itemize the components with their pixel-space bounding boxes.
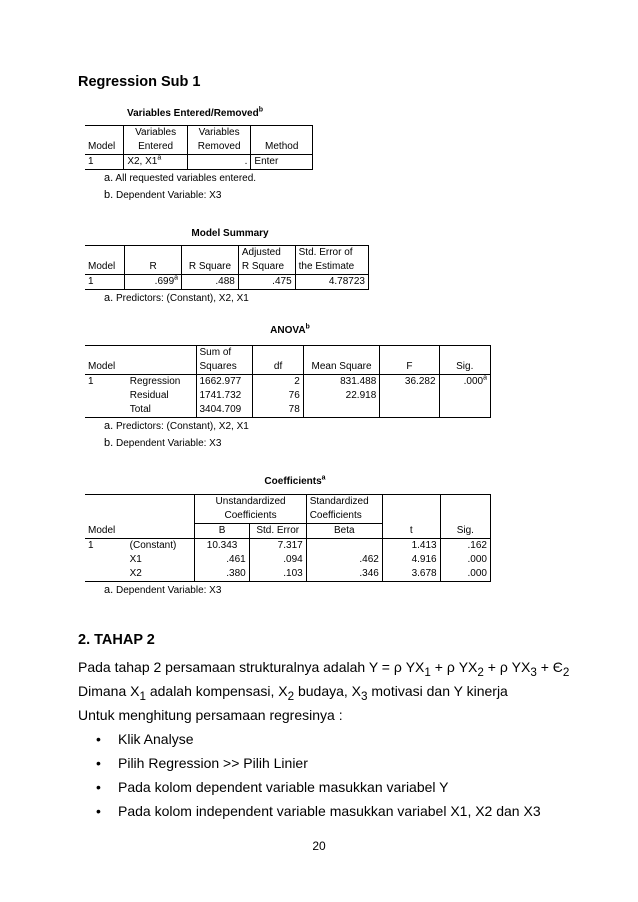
header-adjusted-2: R Square <box>238 260 295 275</box>
cell-beta: .462 <box>306 553 382 567</box>
header-model: Model <box>85 260 125 275</box>
header-adjusted: Adjusted <box>238 246 295 261</box>
header-se: Std. Error <box>249 524 306 539</box>
footnote: b. Dependent Variable: X3 <box>104 437 222 449</box>
cell-sig: .162 <box>440 539 490 554</box>
table-row <box>85 375 491 390</box>
cell-variable: X2 <box>127 567 195 582</box>
header-std: Standardized <box>306 495 382 510</box>
cell-beta: .346 <box>306 567 382 582</box>
header-ms: Mean Square <box>303 360 379 375</box>
cell-df: 2 <box>253 375 303 390</box>
cell-model: 1 <box>85 275 125 290</box>
header-r: R <box>125 260 182 275</box>
cell-source: Regression <box>129 376 181 387</box>
page-number: 20 <box>312 839 326 853</box>
cell-f <box>380 389 439 403</box>
anova-table <box>85 345 491 418</box>
vars-table-title: Variables Entered/Removed$^b$ <box>126 106 263 119</box>
cell-model: 1 <box>85 155 124 170</box>
cell-b: .380 <box>195 567 249 582</box>
cell-se: .094 <box>249 553 306 567</box>
bullet-icon: • <box>96 731 101 747</box>
cell-sig <box>439 389 490 403</box>
cell-ss: 1741.732 <box>196 389 253 403</box>
cell-se: 7.317 <box>249 539 306 554</box>
footnote: a. Dependent Variable: X3 <box>104 584 222 596</box>
cell-sig: .000 <box>440 567 490 582</box>
definition-paragraph: Dimana $X_1$ adalah kompensasi, $X_2$ budaya, $X_3$ motivasi dan Y kinerja <box>78 683 508 703</box>
cell-df: 78 <box>253 403 303 418</box>
section-title: Regression Sub 1 <box>78 74 201 90</box>
table-row <box>85 389 491 403</box>
header-model: Model <box>85 360 127 375</box>
cell-ss: 3404.709 <box>196 403 253 418</box>
cell-variable: (Constant) <box>129 540 177 551</box>
header-model: Model <box>85 140 124 155</box>
footnote: b. Dependent Variable: X3 <box>104 189 222 201</box>
header-se: Std. Error of <box>295 246 368 261</box>
cell-sig <box>439 403 490 418</box>
model-summary-title: Model Summary <box>191 228 269 239</box>
header-sig: Sig. <box>440 524 490 539</box>
tahap2-title: 2. TAHAP 2 <box>78 632 155 648</box>
header-removed: Variables <box>187 126 251 141</box>
model-summary-table <box>85 245 369 290</box>
header-entered-2: Entered <box>124 140 188 155</box>
header-removed-2: Removed <box>187 140 251 155</box>
cell-t: 4.916 <box>382 553 440 567</box>
cell-t: 1.413 <box>382 539 440 554</box>
header-ss: Sum of <box>196 346 253 361</box>
cell-ms <box>303 403 379 418</box>
header-beta: Beta <box>306 524 382 539</box>
footnote: a. Predictors: (Constant), X2, X1 <box>104 292 249 304</box>
cell-r: .699$^a$ <box>125 275 182 290</box>
cell-entered: X2, X1$^a$ <box>124 155 188 170</box>
cell-sig: .000$^a$ <box>439 375 490 390</box>
bullet-icon: • <box>96 755 101 771</box>
cell-f: 36.282 <box>380 375 439 390</box>
intro-paragraph: Untuk menghitung persamaan regresinya : <box>78 707 343 723</box>
table-row <box>85 553 491 567</box>
list-item: • Pada kolom dependent variable masukkan variabel Y <box>96 779 449 795</box>
list-item: • Pilih Regression >> Pilih Linier <box>96 755 308 771</box>
header-r-square: R Square <box>182 260 239 275</box>
table-row <box>85 403 491 418</box>
header-se-2: the Estimate <box>295 260 368 275</box>
header-entered: Variables <box>124 126 188 141</box>
footnote: a. Predictors: (Constant), X2, X1 <box>104 420 249 432</box>
header-unstd: Unstandardized <box>195 495 306 510</box>
header-sig: Sig. <box>439 360 490 375</box>
cell-r-square: .488 <box>182 275 239 290</box>
cell-b: 10.343 <box>195 539 249 554</box>
cell-f <box>380 403 439 418</box>
cell-b: .461 <box>195 553 249 567</box>
cell-t: 3.678 <box>382 567 440 582</box>
cell-beta <box>306 539 382 554</box>
header-std-2: Coefficients <box>306 509 382 524</box>
cell-ss: 1662.977 <box>196 375 253 390</box>
equation-paragraph: Pada tahap 2 persamaan strukturalnya adalah Y = ρ $YX_1 + \rho$ $YX_2 + \rho$ $YX_3 + Є_2$ <box>78 659 570 679</box>
list-item: • Pada kolom independent variable masukkan variabel X1, X2 dan X3 <box>96 803 541 819</box>
cell-source: Total <box>127 403 196 418</box>
coefficients-table <box>85 494 491 582</box>
table-row <box>85 275 369 290</box>
list-item: • Klik Analyse <box>96 731 194 747</box>
header-df: df <box>253 360 303 375</box>
cell-source: Residual <box>129 390 169 401</box>
table-row <box>85 155 313 170</box>
coefficients-title: Coefficients$^a$ <box>264 474 326 487</box>
cell-sig: .000 <box>440 553 490 567</box>
header-unstd-2: Coefficients <box>195 509 306 524</box>
cell-ms: 831.488 <box>303 375 379 390</box>
variables-entered-table <box>85 125 313 170</box>
bullet-icon: • <box>96 803 101 819</box>
header-t: t <box>382 524 440 539</box>
header-model: Model <box>85 524 127 539</box>
header-ss-2: Squares <box>196 360 253 375</box>
cell-removed: . <box>187 155 251 170</box>
cell-df: 76 <box>253 389 303 403</box>
header-b: B <box>195 524 249 539</box>
cell-model: 1 <box>88 376 94 387</box>
table-row <box>85 539 491 554</box>
bullet-icon: • <box>96 779 101 795</box>
cell-se: .103 <box>249 567 306 582</box>
cell-variable: X1 <box>129 554 142 565</box>
cell-method: Enter <box>251 155 313 170</box>
anova-title: ANOVA$^b$ <box>270 323 310 336</box>
cell-ms: 22.918 <box>303 389 379 403</box>
footnote: a. All requested variables entered. <box>104 172 257 184</box>
table-row <box>85 567 491 582</box>
header-method: Method <box>251 140 313 155</box>
cell-se: 4.78723 <box>295 275 368 290</box>
cell-adjusted: .475 <box>238 275 295 290</box>
header-f: F <box>380 360 439 375</box>
cell-model: 1 <box>88 540 94 551</box>
